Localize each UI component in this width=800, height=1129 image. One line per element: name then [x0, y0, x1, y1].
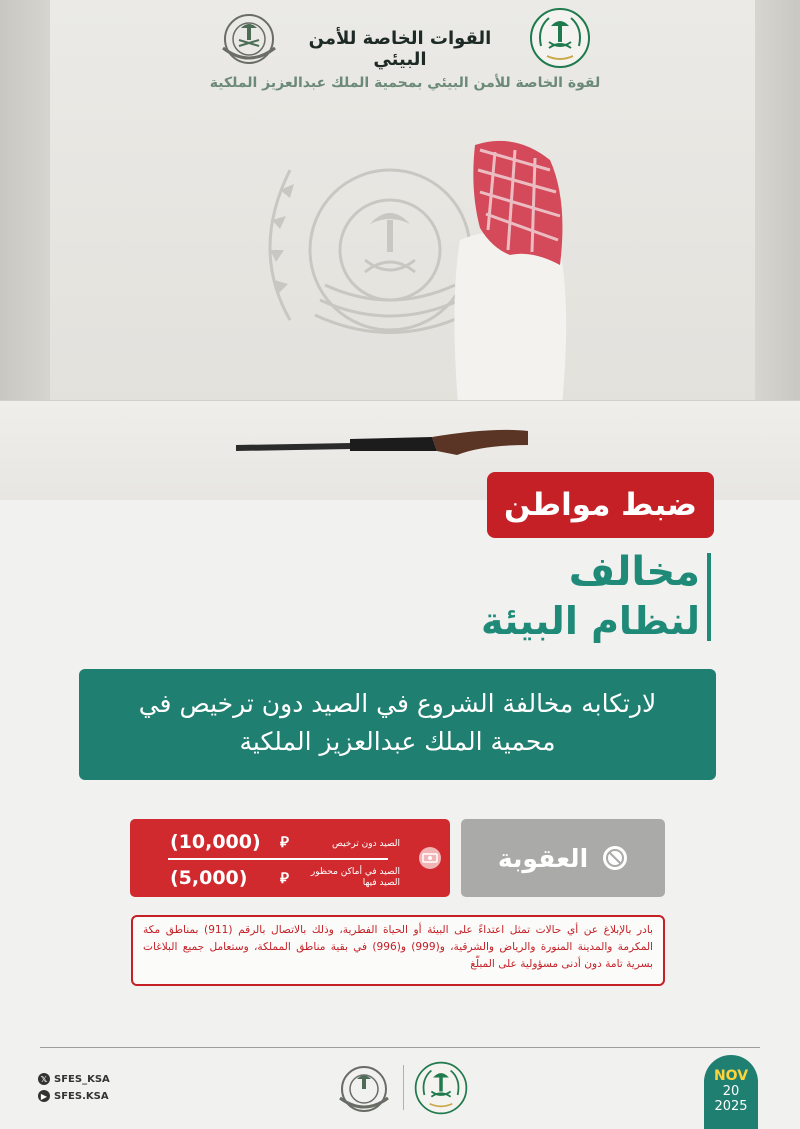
- youtube-link[interactable]: [38, 1090, 109, 1102]
- headline-accent-bar: [707, 553, 711, 641]
- x-handle: SFES_KSA: [54, 1073, 110, 1085]
- no-hunting-icon: [602, 845, 628, 871]
- penalty-amount: (5,000): [170, 867, 248, 889]
- penalty-row: [130, 831, 400, 857]
- date-year: 2025: [714, 1099, 748, 1114]
- footer-separator: [403, 1065, 404, 1110]
- headline-line-1: مخالف: [568, 549, 700, 595]
- emblem-icon: [215, 10, 283, 68]
- palm-swords-icon: [412, 1060, 470, 1116]
- penalty-amount: (10,000): [170, 831, 261, 853]
- caught-badge: ضبط مواطن: [487, 472, 714, 538]
- riyal-icon: ⃁: [280, 869, 289, 887]
- violation-description: لارتكابه مخالفة الشروع في الصيد دون ترخيص في محمية الملك عبدالعزيز الملكية: [79, 669, 716, 780]
- money-icon: [418, 846, 442, 870]
- youtube-handle: SFES.KSA: [54, 1090, 109, 1102]
- date-badge: [704, 1055, 758, 1129]
- report-notice: بادر بالإبلاغ عن أي حالات تمثل اعتداءً على البيئة أو الحياة الفطرية، وذلك بالاتصال بالرقم (911) بمناطق مكة المكرمة والمدينة المنورة والرياض والشرقية، و(999) و(996) في بقية مناطق المملكة، وستعامل جميع البلاغات بسرية تامة دون أدنى مسؤولية على المبلّغ: [131, 915, 665, 986]
- emblem-icon: [332, 1062, 396, 1116]
- headline-line-2: لنظام البيئة: [480, 599, 700, 643]
- penalty-description: الصيد دون ترخيص: [332, 839, 400, 849]
- rifle-image: [232, 425, 532, 459]
- penalty-description: الصيد في أماكن محظور الصيد فيها: [310, 867, 400, 888]
- penalty-label-text: العقوبة: [497, 843, 589, 873]
- person-figure: [440, 140, 580, 410]
- press-photo: [0, 0, 800, 500]
- palm-swords-icon: [527, 6, 593, 70]
- penalty-row: [130, 867, 400, 893]
- riyal-icon: ⃁: [280, 833, 289, 851]
- penalty-divider: [168, 858, 388, 860]
- header-title: القوات الخاصة للأمن البيئي: [308, 28, 492, 70]
- x-icon: 𝕏: [38, 1073, 50, 1085]
- footer-divider: [40, 1047, 760, 1048]
- date-day: 20: [722, 1084, 740, 1099]
- date-month: NOV: [713, 1068, 749, 1084]
- penalty-label: [461, 819, 665, 897]
- penalty-amounts: [130, 819, 450, 897]
- youtube-icon: ▶: [38, 1090, 50, 1102]
- header-subtitle: لقوة الخاصة للأمن البيئي بمحمية الملك عبدالعزيز الملكية: [209, 75, 601, 91]
- x-link[interactable]: [38, 1073, 110, 1085]
- headline: [440, 548, 700, 646]
